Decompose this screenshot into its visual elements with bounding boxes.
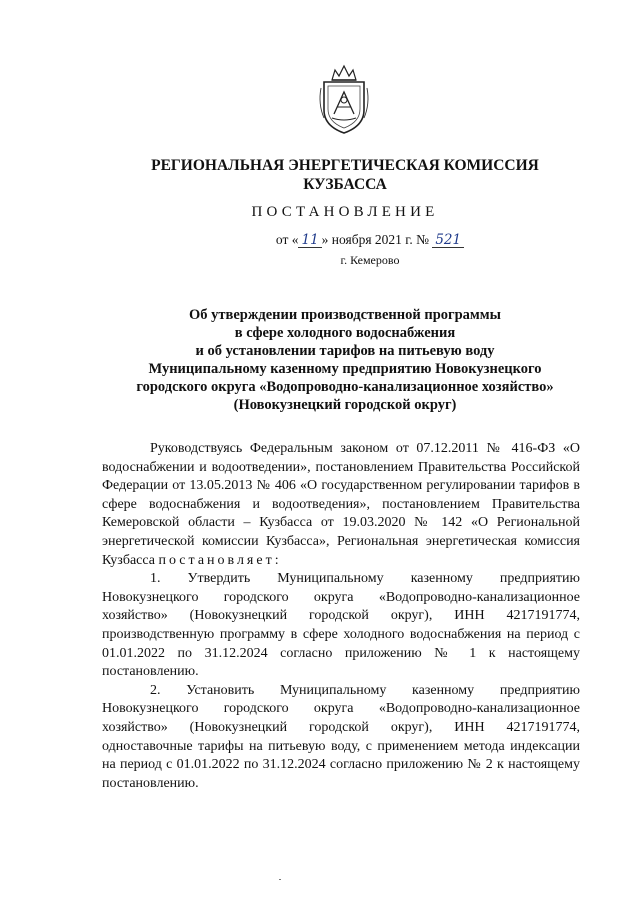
resolves-word: постановляет: bbox=[158, 552, 282, 568]
heading-line: Об утверждении производственной программы bbox=[189, 307, 501, 323]
document-number-handwritten: 521 bbox=[432, 233, 464, 248]
preamble-text: Руководствуясь Федеральным законом от 07.12.2011 № 416-ФЗ «О водоснабжении и водоотведении», постановлением Правительства Российской Федерации от 13.05.2013 № 406 «О государственном регулировании тарифов в сфере водоснабжения и водоотведения», постановлением Правительства Кемеровской области – Кузбасса от 19.03.2020 № 142 «О Региональной энергетической комиссии Кузбасса», Региональная энергетическая комиссия Кузбасса bbox=[102, 441, 580, 568]
heading-line: в сфере холодного водоснабжения bbox=[234, 325, 456, 341]
city: г. Кемерово bbox=[340, 253, 400, 267]
day-handwritten: 11 bbox=[298, 233, 321, 248]
date-middle: » ноября 2021 г. № bbox=[321, 232, 429, 247]
document-type: ПОСТАНОВЛЕНИЕ bbox=[251, 204, 439, 220]
document-heading bbox=[100, 306, 590, 414]
clause-2: 2. Установить Муниципальному казенному предприятию Новокузнецкого городского округа «Водопроводно-канализационное хозяйство» (Новокузнецкий городской округ), ИНН 4217191774, одноставочные тарифы на питьевую воду, с применением метода индексации на период с 01.01.2022 по 31.12.2024 согласно приложению № 2 к настоящему постановлению. bbox=[102, 682, 580, 791]
clause-1: 1. Утвердить Муниципальному казенному предприятию Новокузнецкого городского округа «Водопроводно-канализационное хозяйство» (Новокузнецкий городской округ), ИНН 4217191774, производственную программу в сфере холодного водоснабжения на период с 01.01.2022 по 31.12.2024 согласно приложению № 1 к настоящему постановлению. bbox=[102, 571, 580, 680]
issuer-line-2: КУЗБАССА bbox=[303, 176, 387, 193]
coat-of-arms-icon bbox=[316, 62, 372, 136]
page-mark bbox=[279, 879, 281, 880]
heading-line: (Новокузнецкий городской округ) bbox=[233, 397, 457, 413]
preamble-paragraph bbox=[102, 440, 580, 570]
date-line bbox=[200, 232, 540, 248]
heading-line: Муниципальному казенному предприятию Новокузнецкого bbox=[148, 361, 542, 377]
heading-line: городского округа «Водопроводно-канализационное хозяйство» bbox=[136, 379, 554, 395]
date-prefix: от « bbox=[275, 232, 299, 247]
issuer-title bbox=[150, 156, 540, 194]
issuer-line-1: РЕГИОНАЛЬНАЯ ЭНЕРГЕТИЧЕСКАЯ КОМИССИЯ bbox=[151, 157, 539, 174]
heading-line: и об установлении тарифов на питьевую воду bbox=[195, 343, 495, 359]
document-body bbox=[102, 440, 580, 793]
